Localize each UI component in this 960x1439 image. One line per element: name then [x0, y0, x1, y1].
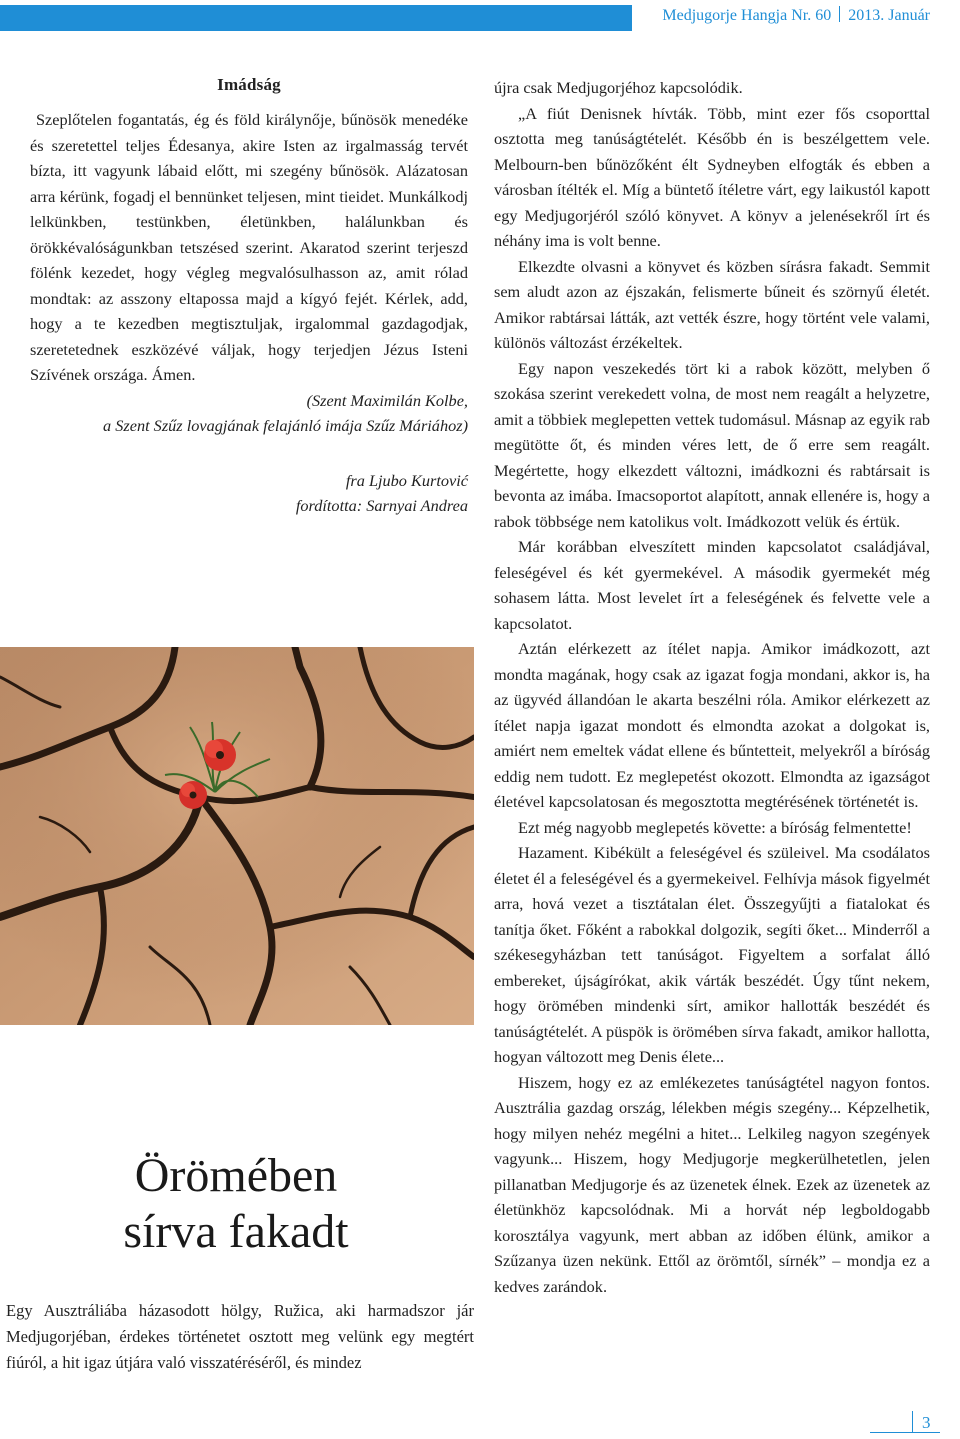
article-paragraph: „A fiút Denisnek hívták. Több, mint ezer fős csoporttal osztotta meg tanúságtételét. Később én is beszélgettem vele. Melbourn-ben bűnözőként élt Sydneyben elfogták és ebben a városban ítélték el. Míg a büntető ítéletre várt, egy laikustól kapott egy Medjugorjéról szóló könyvet. A könyv a jelenésekről írt és néhány ima is volt benne. — [494, 103, 930, 250]
running-header — [662, 6, 930, 25]
article-paragraph: Ezt még nagyobb meglepetés követte: a bíróság felmentette! — [518, 817, 912, 837]
page-footer — [870, 1405, 940, 1433]
header-divider — [839, 6, 840, 22]
article-body — [494, 75, 930, 1299]
article-paragraph: újra csak Medjugorjéhoz kapcsolódik. — [494, 78, 743, 97]
issue-date: 2013. Január — [848, 7, 930, 24]
prayer-text: Szeplőtelen fogantatás, ég és föld királynője, bűnösök menedéke és szeretettel teljes Édesanya, akire Isten az irgalmasság tervét bízta, itt vagyunk lábaid előtt, mi szegény bűnösök. Alázatosan arra kérünk, fogadj el bennünket teljesen, mint tieidet. Munkálkodj lelkünkben, testünkben, életünkben, halálunkban és örökkévalóságunkban tetszésed szerint. Akaratod szerint terjeszd fölénk kezedet, hogy végleg megvalósulhasson az, amit rólad mondtak: az asszony eltapossa majd a kígyó fejét. Kérlek, add, hogy a te kezedben megtisztuljak, irgalommal gazdagodjak, szeretetednek eszközévé váljak, hogy terjedjen Jézus Isteni Szívének országa. Ámen. — [30, 110, 468, 384]
prayer-credits — [30, 468, 468, 519]
article-paragraph: Már korábban elveszített minden kapcsolatot családjával, feleségével és két gyermekével. A második gyermekét még sohasem látta. Most levelet írt a feleségének és felvette vele a kapcsolatot. — [494, 537, 930, 633]
cracked-earth-poppy-image — [0, 647, 474, 1025]
prayer-title: Imádság — [217, 75, 281, 94]
article-paragraph: Egy napon veszekedés tört ki a rabok között, melyben ő szokása szerint verekedett volna, de most nem reagált a helyzetre, amit a többiek meglepetten vettek tudomásul. Másnap az egyik rab megütötte őt, és minden véres lett, de ő erre sem reagált. Megértette, hogy elkezdett változni, imádkozni és rabtársait is bevonta az imába. Imacsoportot alapított, annak ellenére is, hogy a rabok többsége nem katolikus volt. Imádkozott velük és értük. — [494, 358, 930, 531]
issue-number: Nr. 60 — [791, 7, 832, 24]
article-paragraph: Aztán elérkezett az ítélet napja. Amikor imádkozott, azt mondta magának, hogy csak az igazat fogja mondani, akkor is, ha az ügyvéd állandóan le akarta beszélni róla. Amikor elérkezett az ítélet napja igazat mondott és elmondta azokat a dolgokat is, amiért nem emeltek vádat ellene és bűntetteit, melyekről a bíróság eddig nem tudott. Ez meglepetést okozott. Elmondta az igazságot életével kapcsolatosan és megosztotta megtérésének történetét is. — [494, 639, 930, 811]
prayer-attribution-line-2: a Szent Szűz lovagjának felajánló imája Szűz Máriához) — [103, 416, 468, 435]
prayer-section — [30, 75, 468, 519]
headline-line-2: sírva fakadt — [123, 1205, 349, 1258]
article-paragraph: Hiszem, hogy ez az emlékezetes tanúságtétel nagyon fontos. Ausztrália gazdag ország, lélekben mégis szegény... Képzelhetik, hogy milyen nehéz megélni a hitet... Lelkileg nagyon szegények vagyunk... Hiszem, hogy Medjugorje megkerülhetetlen, jelen pillanatban Medjugorje és az üzenetek élnek. Ezek az üzenetek az életünkhöz kapcsolódnak. Mi a horvát nép legboldogabb korosztálya vagyunk, mert abban az időben élünk, amikor a Szűzanya üzen nekünk. Ettől az örömtől, sírnék” – mondja ez a kedves zarándok. — [494, 1072, 930, 1296]
header-bar — [0, 0, 960, 33]
article-lead: Egy Ausztráliába házasodott hölgy, Ružica, aki harmadszor jár Medjugorjéban, érdekes történetet osztott meg velünk egy megtért fiúról, a hit igaz útjára való visszatéréséről, és mindez — [6, 1301, 474, 1372]
article-headline — [10, 1148, 462, 1260]
header-accent-bar — [0, 5, 632, 31]
article-paragraph: Hazament. Kibékült a feleségével és szüleivel. Ma csodálatos életet él a feleségével és a gyermekeivel. Felhívja mások figyelmét arra, hová vezet a tisztátalan élet. Összegyűjti a fiatalokat és tanítja őket. Főként a rabokkal dolgozik, segíti őket... Minderről a székesegyházban tett tanúságot. Figyeltem a sorfalat álló embereket, újságírókat, akik várták beszédét. Úgy tűnt nekem, hogy örömében mindenki sírt, amikor hallották beszédét és tanúságtételét. A püspök is örömében sírva fakadt, amikor hallotta, hogyan változott meg Denis élete... — [494, 843, 930, 1066]
headline-line-1: Örömében — [134, 1149, 338, 1202]
prayer-attribution-line-1: (Szent Maximilán Kolbe, — [306, 390, 468, 410]
prayer-translator: fordította: Sarnyai Andrea — [295, 496, 468, 515]
magazine-name: Medjugorje Hangja — [662, 7, 788, 24]
page-number: 3 — [922, 1413, 931, 1432]
prayer-author: fra Ljubo Kurtović — [345, 470, 468, 490]
article-paragraph: Elkezdte olvasni a könyvet és közben sírásra fakadt. Semmit sem aludt azon az éjszakán, felismerte bűneit és szörnyű életét. Amikor rabtársai látták, azt vették észre, hogy történt vele valami, különös változást érzékeltek. — [494, 256, 930, 352]
footer-divider — [912, 1411, 913, 1433]
